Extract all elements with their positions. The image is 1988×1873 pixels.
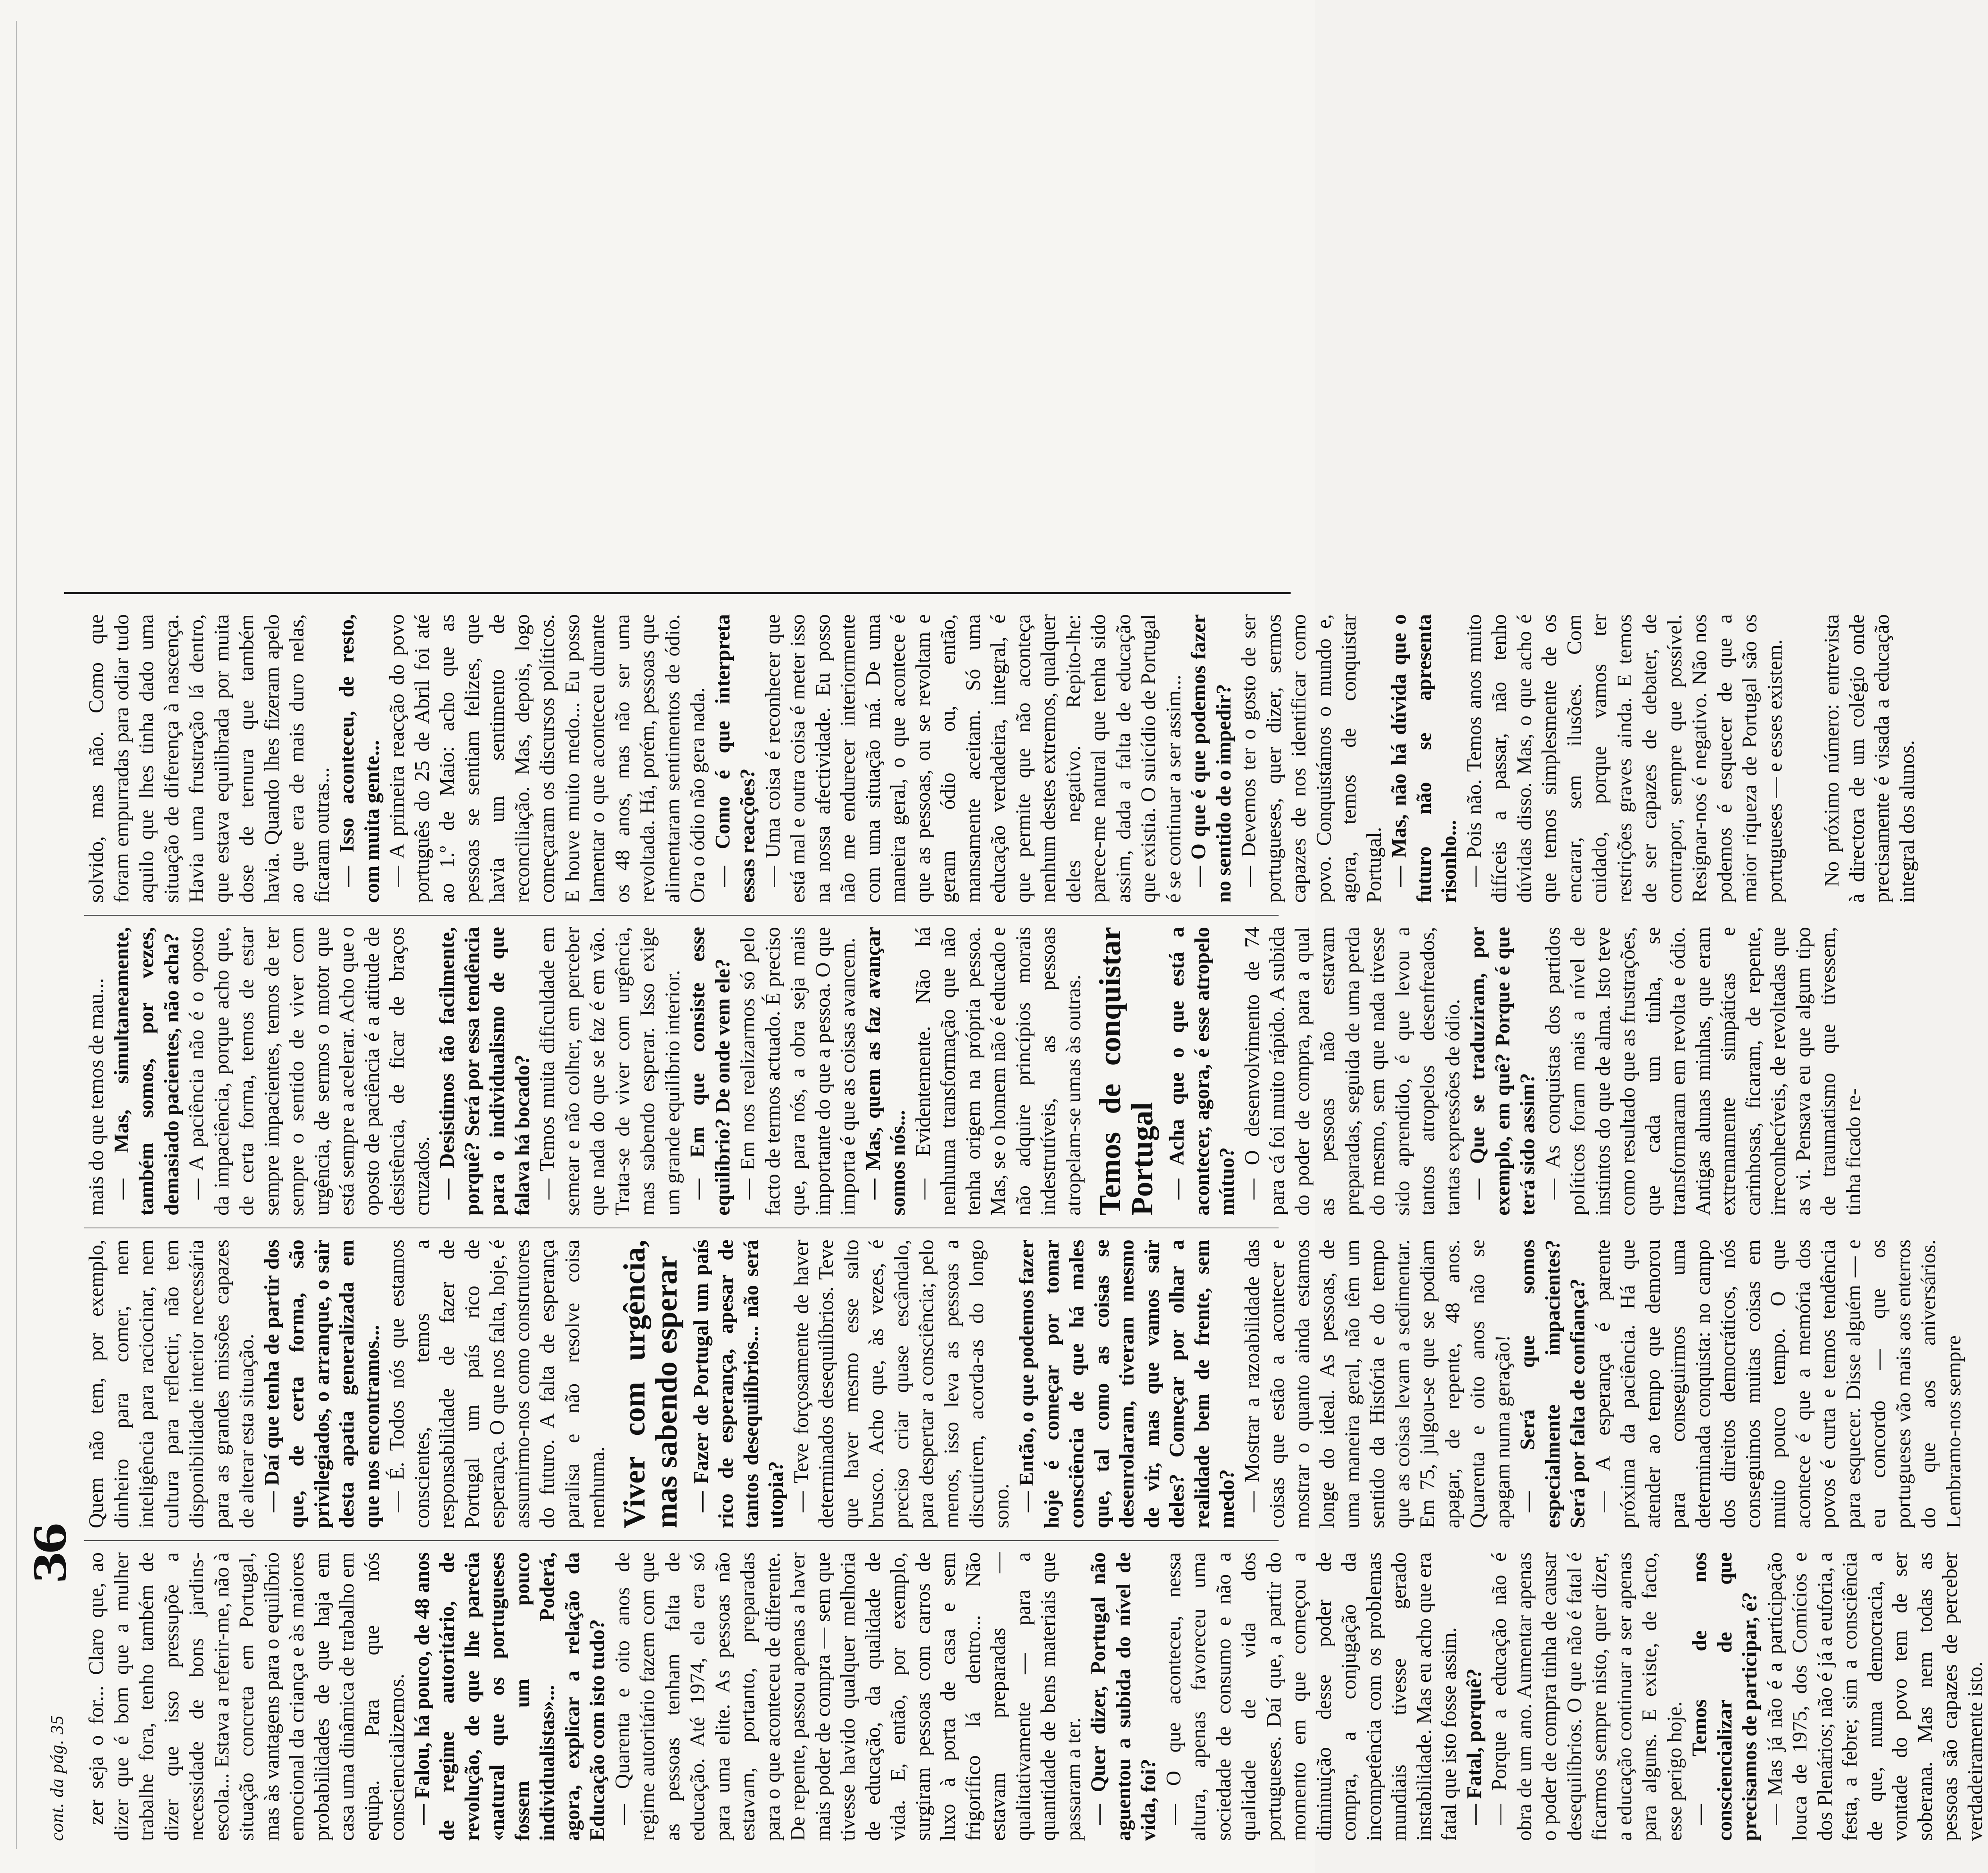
interview-answer: — O que aconteceu, nessa altura, apenas favoreceu uma sociedade de consumo e não a qualidade de vida dos portugueses. Daí que, a partir do momento em que começou a diminuição desse poder de compra, a conjugação da incompetência com os problemas mundiais tivesse gerado instabilidade. Mas eu acho que era fatal que isto fosse assim. xyxy=(1162,1552,1461,1841)
interview-question: — Como é que interpreta essas reacções? xyxy=(711,614,759,903)
interview-answer: — Evidentemente. Não há nenhuma transformação que não tenha origem na própria pessoa. Mas, se o homem não é educado e não adquire princípios morais indestrutíveis, as pessoas atropelam-se umas às outras. xyxy=(911,927,1085,1216)
continuation-note: cont. da pág. 35 xyxy=(46,1715,67,1841)
column-divider xyxy=(84,915,1279,916)
page-edge-rule xyxy=(64,592,1291,594)
interview-answer: — É. Todos nós que estamos conscientes, temos a responsabilidade de fazer de Portugal um país rico de esperança. O que nos falta, hoje, é assumirmo-nos como construtores do futuro. A falta de esperança paralisa e não resolve coisa nenhuma. xyxy=(386,1240,609,1528)
interview-answer: — Teve forçosamente de haver determinados desequilíbrios. Teve que haver mesmo esse salto brusco. Acho que, às vezes, é preciso criar quase escândalo, para despertar a consciência; pelo menos, isso leva as pessoas a discutirem, acorda-as do longo sono. xyxy=(790,1240,1013,1528)
interview-answer: zer seja o for... Claro que, ao dizer que é bom que a mulher trabalhe fora, tenho também de dizer que isso pressupõe a necessidade de bons jardins-escola... Estava a referir-me, não à situação concreta em Portugal, mas às vantagens para o equilíbrio emocional da criança e às maiores probabilidades de que haja em casa uma dinâmica de trabalho em equipa. Para que nós consciencializemos. xyxy=(85,1552,408,1841)
interview-question: — Temos de nos consciencializar de que precisamos de participar, é? xyxy=(1688,1552,1761,1841)
interview-answer: — A primeira reacção do povo português do 25 de Abril foi até ao 1.º de Maio: acho que as pessoas se sentiam felizes, que havia um sentimento de reconciliação. Mas, depois, logo começaram os discursos políticos. E houve muito medo... Eu posso lamentar o que aconteceu durante os 48 anos, mas não ser uma revoltada. Há, porém, pessoas que alimentaram sentimentos de ódio. Ora o ódio não gera nada. xyxy=(386,614,709,903)
interview-answer: — Porque a educação não é obra de um ano. Aumentar apenas o poder de compra tinha de causar desequilíbrios. O que não é fatal é ficarmos sempre nisto, quer dizer, a educação continuar a ser apenas para alguns. E existe, de facto, esse perigo hoje. xyxy=(1488,1552,1686,1841)
interview-answer: Quem não tem, por exemplo, dinheiro para comer, nem inteligência para raciocinar, nem cultura para reflectir, não tem disponibilidade interior necessária para as grandes missões capazes de alterar esta situação. xyxy=(85,1240,258,1528)
column-2 xyxy=(84,1240,1965,1528)
column-divider xyxy=(84,1540,1279,1541)
interview-answer: — Uma coisa é reconhecer que está mal e outra coisa é meter isso na nossa afectividade. Eu posso não me endurecer interiormente com uma situação má. De uma maneira geral, o que acontece é que as pessoas, ou se revoltam e geram ódio ou, então, mansamente aceitam. Só uma educação verdadeira, integral, é que permite que não aconteça nenhum destes extremos, qualquer deles negativo. Repito-lhe: parece-me natural que tenha sido assim, dada a falta de educação que existia. O suicídio de Portugal é se continuar a ser assim... xyxy=(761,614,1185,903)
interview-answer: — Pois não. Temos anos muito difíceis a passar, não tenho dúvidas disso. Mas, o que acho é que temos simplesmente de os encarar, sem ilusões. Com cuidado, porque vamos ter restrições graves ainda. E temos de ser capazes de debater, de contrapor, sempre que possível. Resignar-nos é negativo. Não nos podemos é esquecer de que a maior riqueza de Portugal são os portugueses — e esses existem. xyxy=(1463,614,1786,903)
page-number: 36 xyxy=(23,1525,76,1583)
interview-answer: solvido, mas não. Como que foram empurradas para odiar tudo aquilo que lhes tinha dado uma situação de diferença à nascença. Havia uma frustração lá dentro, que estava equilibrada por muita dose de ternura que também havia. Quando lhes fizeram apelo ao que era de mais duro nelas, ficaram outras... xyxy=(85,614,333,903)
interview-answer: — A esperança é parente próxima da paciência. Há que atender ao tempo que demorou para conseguirmos uma determinada conquista: no campo dos direitos democráticos, nós conseguimos muitas coisas em muito pouco tempo. O que acontece é que a memória dos povos é curta e temos tendência para esquecer. Disse alguém — e eu concordo — que os portugueses vão mais aos enterros do que aos aniversários. Lembramo-nos sempre xyxy=(1591,1240,1965,1528)
interview-answer: — Mas já não é a participação louca de 1975, dos Comícios e dos Plenários; não é já a euforia, a festa, a febre; sim a consciência de que, numa democracia, a vontade do povo tem de ser soberana. Mas nem todas as pessoas são capazes de perceber verdadeiramente isto. xyxy=(1763,1552,1987,1841)
interview-question: — Fatal, porquê? xyxy=(1463,1668,1486,1825)
column-3 xyxy=(84,927,1865,1216)
interview-question: — Fazer de Portugal um país rico de esperança, apesar de tantos desequilíbrios... não será utopia? xyxy=(689,1240,788,1528)
interview-question: — Será que somos especialmente impacientes? Será por falta de confiança? xyxy=(1516,1240,1589,1528)
interview-question: — O que é que podemos fazer no sentido de o impedir? xyxy=(1187,614,1235,903)
interview-question: — Mas, quem as faz avançar somos nós... xyxy=(861,927,909,1216)
page-header xyxy=(22,32,78,1841)
interview-question: — Desistimos tão facilmente, porquê? Será por essa tendência para o individualismo de que falava há bocado? xyxy=(436,927,534,1216)
interview-answer: — Devemos ter o gosto de ser portugueses, quer dizer, sermos capazes de nos identificar como povo. Conquistámos o mundo e, agora, temos de conquistar Portugal. xyxy=(1237,614,1386,903)
interview-question: — Em que consiste esse equilíbrio? De onde vem ele? xyxy=(686,927,734,1216)
interview-answer: — A paciência não é o oposto da impaciência, porque acho que, de certa forma, temos de estar sempre impacientes, temos de ter sempre o sentido de viver com urgência, de sermos o motor que está sempre a acelerar. Acho que o oposto de paciência é a atitude de desistência, de ficar de braços cruzados. xyxy=(185,927,434,1216)
column-4 xyxy=(84,614,1919,903)
header-rule xyxy=(16,21,17,1849)
interview-answer: — O desenvolvimento de 74 para cá foi muito rápido. A subida do poder de compra, para a qual as pessoas não estavam preparadas, seguida de uma perda do mesmo, sem que nada tivesse sido aprendido, é que levou a tantos atropelos desenfreados, tantas expressões de ódio. xyxy=(1240,927,1464,1216)
interview-answer: — Mostrar a razoabilidade das coisas que estão a acontecer e mostrar o quanto ainda estamos longe do ideal. As pessoas, de uma maneira geral, não têm um sentido da História e do tempo que as coisas levam a sedimentar. Em 75, julgou-se que se podiam apagar, de repente, 48 anos. Quarenta e oito anos não se apagam numa geração! xyxy=(1240,1240,1514,1528)
interview-answer: No próximo número: entrevista à directora de um colégio onde precisamente é visada a educação integral dos alunos. xyxy=(1820,614,1919,903)
interview-question: — Acha que o que está a acontecer, agora, é esse atropelo mútuo? xyxy=(1166,927,1238,1216)
interview-question: — Quer dizer, Portugal não aguentou a subida do nível de vida, foi? xyxy=(1087,1552,1160,1841)
interview-question: — Daí que tenha de partir dos que, de certa forma, são privilegiados, o arranque, o sair desta apatia generalizada em que nos encontramos... xyxy=(260,1240,384,1528)
interview-answer: — As conquistas dos partidos políticos foram mais a nível de instintos do que de alma. Isto teve como resultado que as frustrações, que cada um tinha, se transformaram em revolta e ódio. Antigas alunas minhas, que eram extremamente simpáticas e carinhosas, ficaram, de repente, irreconhecíveis, de revoltadas que as vi. Pensava eu que algum tipo de traumatismo que tivessem, tinha ficado re- xyxy=(1541,927,1865,1216)
interview-answer: — Temos muita dificuldade em semear e não colher, em perceber que nada do que se faz é em vão. Trata-se de viver com urgência, mas sabendo esperar. Isso exige um grande equilíbrio interior. xyxy=(536,927,684,1216)
section-heading: Viver com urgência, mas sabendo esperar xyxy=(617,1240,683,1528)
section-heading: Temos de conquistar Portugal xyxy=(1093,927,1159,1216)
interview-answer: — Quarenta e oito anos de regime autoritário fazem com que as pessoas tenham falta de educação. Até 1974, ela era só para uma elite. As pessoas não estavam, portanto, preparadas para o que aconteceu de diferente. De repente, passou apenas a haver mais poder de compra — sem que tivesse havido qualquer melhoria de educação, da qualidade de vida. E, então, por exemplo, surgiram pessoas com carros de luxo à porta de casa e sem frigorífico lá dentro... Não estavam preparadas — qualitativamente — para a quantidade de bens materiais que passaram a ter. xyxy=(611,1552,1085,1841)
interview-answer: mais do que temos de mau... xyxy=(85,978,108,1216)
interview-question: — Mas, não há dúvida que o futuro não se apresenta risonho... xyxy=(1388,614,1461,903)
column-1 xyxy=(84,1552,1987,1841)
interview-question: — Que se traduziram, por exemplo, em quê? Porque é que terá sido assim? xyxy=(1466,927,1539,1216)
interview-question: — Então, o que podemos fazer hoje é começar por tomar consciência de que há males que, tal como as coisas se desenrolaram, tiveram mesmo de vir, mas que vamos sair deles? Começar por olhar a realidade bem de frente, sem medo? xyxy=(1015,1240,1238,1528)
interview-question: — Falou, há pouco, de 48 anos de regime autoritário, de revolução, de que lhe parecia «natural que os portugueses fossem um pouco individualistas»... Poderá, agora, explicar a relação da Educação com isto tudo? xyxy=(410,1552,609,1841)
interview-question: — Mas, simultaneamente, também somos, por vezes, demasiado pacientes, não acha? xyxy=(110,927,183,1216)
interview-answer: — Em nos realizarmos só pelo facto de termos actuado. É preciso que, para nós, a obra seja mais importante do que a pessoa. O que importa é que as coisas avancem. xyxy=(736,927,859,1216)
paragraph-gap xyxy=(1788,614,1820,903)
interview-question: — Isso aconteceu, de resto, com muita gente... xyxy=(335,614,384,903)
